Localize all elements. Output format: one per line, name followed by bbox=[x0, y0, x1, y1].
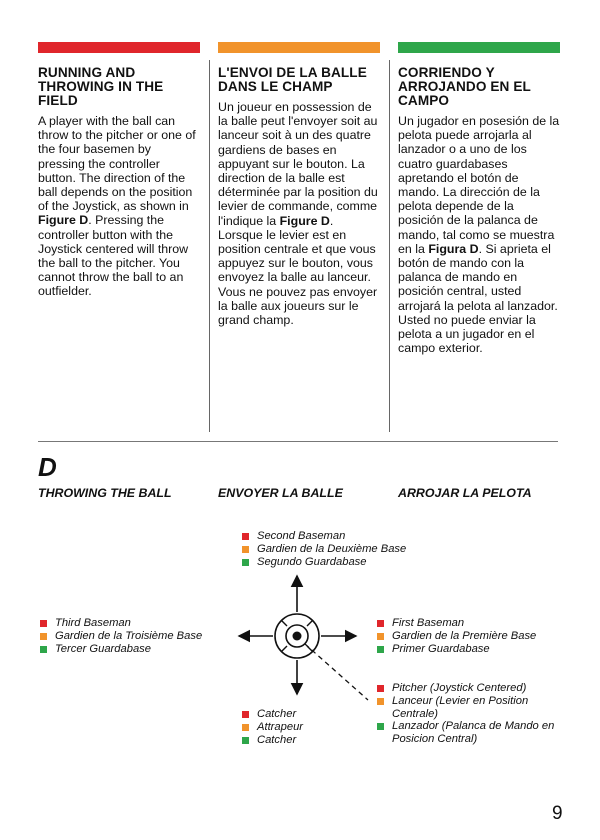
section-text: Un joueur en possession de la balle peut l'envoyer soit au lanceur soit à un des quatre gardiens de bases en appuyant sur le bouton. La direction de la balle est déterminée par la position du levier de commande, comme l'indique la Figure D. Lorsque le levier est en position centrale et que vous appuyez sur le bouton, vous envoyez la balle au lanceur. Vous ne pouvez pas envoyer la balle aux joueurs sur le grand champ. bbox=[218, 100, 378, 328]
section-heading: L'ENVOI DE LA BALLE DANS LE CHAMP bbox=[218, 65, 367, 94]
figure-letter: D bbox=[38, 452, 57, 482]
pitcher-legend: Pitcher (Joystick Centered) Lanceur (Levier en Position Centrale) Lanzador (Palanca de Mando en Posicion Central) bbox=[377, 682, 557, 746]
pitcher-pointer-line bbox=[305, 644, 368, 700]
section-heading: RUNNING AND THROWING IN THE FIELD bbox=[38, 65, 164, 108]
figure-reference: Figure D bbox=[38, 213, 89, 228]
page-number: 9 bbox=[552, 803, 563, 824]
section-text: Un jugador en posesión de la pelota puede arrojarla al lanzador o a uno de los cuatro guardabases apretando el botón de mando. La dirección de la pelota depende de la posición de la palanca de mando, tal como se muestra en la Figura D. Si aprieta el botón de mando con la palanca de mando en posición central, usted arrojará la pelota al lanzador. Usted no puede enviar la pelota a un jugador en el campo exterior. bbox=[398, 114, 560, 356]
figure-caption-spanish: ARROJAR LA PELOTA bbox=[398, 486, 532, 500]
figure-reference: Figura D bbox=[428, 241, 479, 256]
joystick-center-dot bbox=[293, 632, 302, 641]
catcher-legend: Catcher Attrapeur Catcher bbox=[242, 708, 303, 746]
second-baseman-legend: Second Baseman Gardien de la Deuxième Base Segundo Guardabase bbox=[242, 530, 406, 568]
figure-caption-french: ENVOYER LA BALLE bbox=[218, 486, 343, 500]
section-heading: CORRIENDO Y ARROJANDO EN EL CAMPO bbox=[398, 65, 531, 108]
figure-caption-english: THROWING THE BALL bbox=[38, 486, 172, 500]
figure-reference: Figure D bbox=[279, 213, 330, 228]
section-text: A player with the ball can throw to the pitcher or one of the four basemen by pressing the controller button. The direction of the ball depends on the position of the Joystick, as shown in Figure D. Pressing the controller button with the Joystick centered will throw the ball to the pitcher. You cannot throw the ball to an outfielder. bbox=[38, 114, 196, 299]
third-baseman-legend: Third Baseman Gardien de la Troisième Base Tercer Guardabase bbox=[40, 617, 202, 655]
first-baseman-legend: First Baseman Gardien de la Première Base Primer Guardabase bbox=[377, 617, 536, 655]
